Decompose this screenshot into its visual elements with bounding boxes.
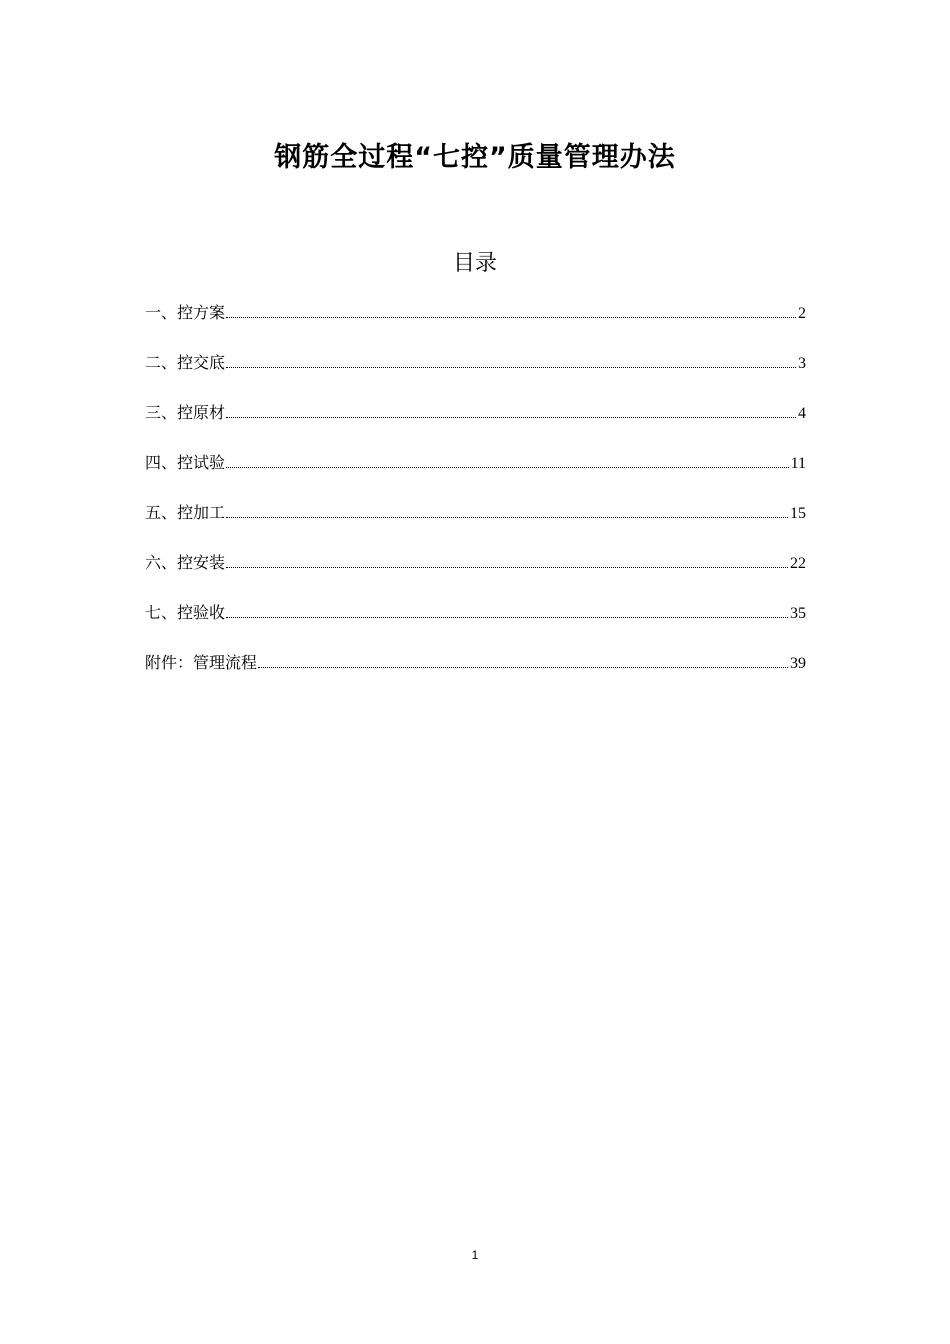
toc-entry-page: 11 xyxy=(790,455,806,472)
document-title: 钢筋全过程“七控”质量管理办法 xyxy=(274,142,676,173)
toc-entry-label: 六、控安装 xyxy=(145,553,226,572)
toc-entry-5[interactable] xyxy=(145,500,806,550)
toc-entry-label: 一、控方案 xyxy=(145,303,226,322)
toc-entry-label: 七、控验收 xyxy=(145,603,226,622)
toc-dot-leader xyxy=(226,466,789,468)
toc-entry-page: 4 xyxy=(798,405,806,422)
toc-dot-leader xyxy=(226,566,788,568)
toc-entry-label: 五、控加工 xyxy=(145,503,226,522)
table-of-contents xyxy=(145,300,806,700)
toc-dot-leader xyxy=(226,516,788,518)
toc-entry-page: 3 xyxy=(798,355,806,372)
toc-entry-page: 39 xyxy=(790,655,806,672)
toc-entry-label: 四、控试验 xyxy=(145,453,226,472)
toc-entry-page: 2 xyxy=(798,305,806,322)
toc-dot-leader xyxy=(226,616,788,618)
toc-entry-6[interactable] xyxy=(145,550,806,600)
toc-dot-leader xyxy=(226,316,796,318)
toc-entry-label: 二、控交底 xyxy=(145,353,226,372)
toc-dot-leader xyxy=(258,666,788,668)
toc-entry-4[interactable] xyxy=(145,450,806,500)
toc-entry-2[interactable] xyxy=(145,350,806,400)
page-number: 1 xyxy=(471,1248,479,1262)
toc-dot-leader xyxy=(226,416,796,418)
toc-entry-1[interactable] xyxy=(145,300,806,350)
toc-heading: 目录 xyxy=(452,251,497,276)
toc-entry-page: 15 xyxy=(790,505,806,522)
toc-dot-leader xyxy=(226,366,796,368)
toc-entry-3[interactable] xyxy=(145,400,806,450)
toc-entry-7[interactable] xyxy=(145,600,806,650)
toc-entry-page: 35 xyxy=(790,605,806,622)
toc-entry-label: 三、控原材 xyxy=(145,403,226,422)
toc-entry-page: 22 xyxy=(790,555,806,572)
toc-entry-label: 附件：管理流程 xyxy=(145,653,258,672)
toc-entry-8[interactable] xyxy=(145,650,806,700)
